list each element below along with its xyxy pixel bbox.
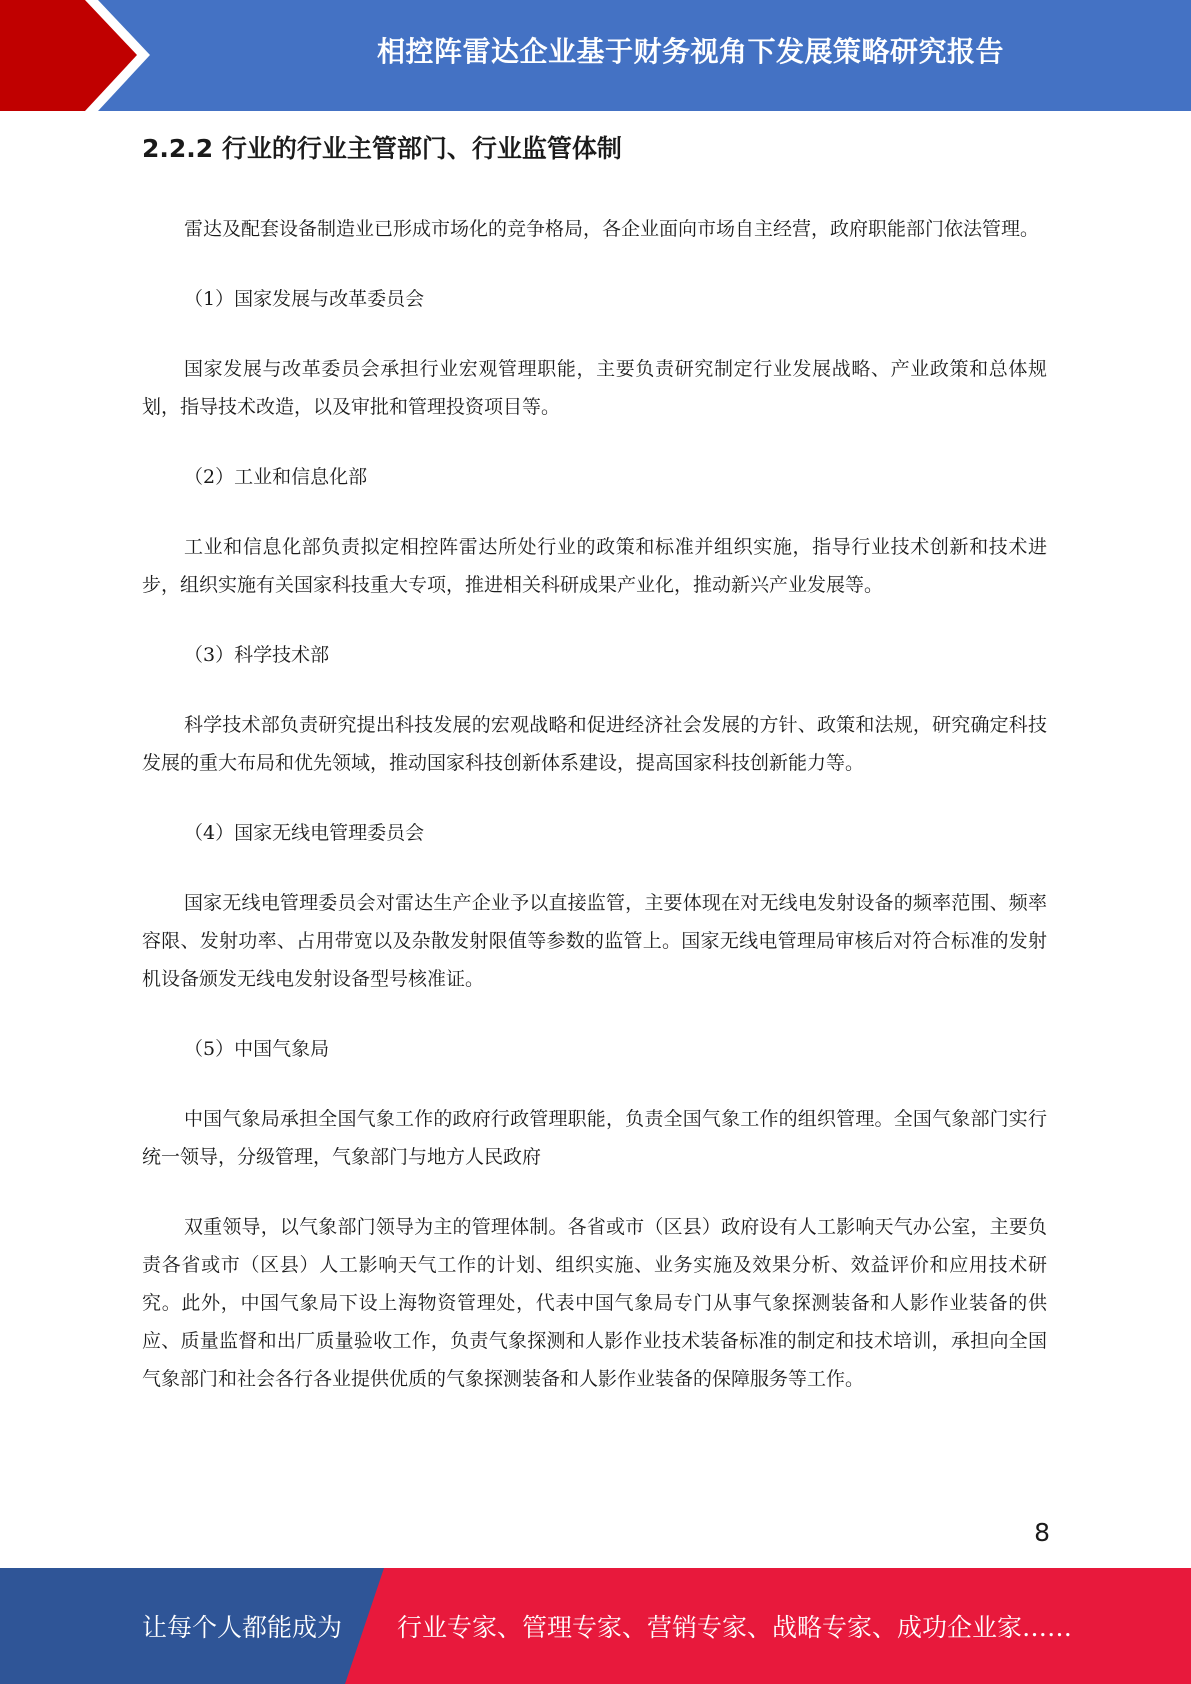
paragraph-miit: 工业和信息化部负责拟定相控阵雷达所处行业的政策和标准并组织实施，指导行业技术创新和技术进步，组织实施有关国家科技重大专项，推进相关科研成果产业化，推动新兴产业发展等。 [142, 536, 1047, 596]
paragraph-cma: 中国气象局承担全国气象工作的政府行政管理职能，负责全国气象工作的组织管理。全国气象部门实行统一领导，分级管理，气象部门与地方人民政府 [142, 1108, 1047, 1168]
page-content [142, 128, 1047, 1430]
subheading-most: （3）科学技术部 [184, 644, 330, 666]
paragraph-radio-committee: 国家无线电管理委员会对雷达生产企业予以直接监管，主要体现在对无线电发射设备的频率范围、频率容限、发射功率、占用带宽以及杂散发射限值等参数的监管上。国家无线电管理局审核后对符合标准的发射机设备颁发无线电发射设备型号核准证。 [142, 892, 1047, 990]
footer-slogan-left: 让每个人都能成为 [142, 1613, 343, 1642]
paragraph-ndrc: 国家发展与改革委员会承担行业宏观管理职能，主要负责研究制定行业发展战略、产业政策和总体规划，指导技术改造，以及审批和管理投资项目等。 [142, 358, 1047, 418]
subheading-miit: （2）工业和信息化部 [184, 466, 368, 488]
paragraph-most: 科学技术部负责研究提出科技发展的宏观战略和促进经济社会发展的方针、政策和法规，研究确定科技发展的重大布局和优先领域，推动国家科技创新体系建设，提高国家科技创新能力等。 [142, 714, 1047, 774]
subheading-ndrc: （1）国家发展与改革委员会 [184, 288, 425, 310]
paragraph-cma-continued: 双重领导，以气象部门领导为主的管理体制。各省或市（区县）政府设有人工影响天气办公室，主要负责各省或市（区县）人工影响天气工作的计划、组织实施、业务实施及效果分析、效益评价和应用技术研究。此外，中国气象局下设上海物资管理处，代表中国气象局专门从事气象探测装备和人影作业装备的供应、质量监督和出厂质量验收工作，负责气象探测和人影作业技术装备标准的制定和技术培训，承担向全国气象部门和社会各行各业提供优质的气象探测装备和人影作业装备的保障服务等工作。 [142, 1216, 1047, 1390]
subheading-cma: （5）中国气象局 [184, 1038, 330, 1060]
footer-slogan-right: 行业专家、管理专家、营销专家、战略专家、成功企业家…… [397, 1613, 1073, 1642]
report-title: 相控阵雷达企业基于财务视角下发展策略研究报告 [376, 35, 1004, 68]
page-header [0, 0, 1191, 111]
intro-paragraph: 雷达及配套设备制造业已形成市场化的竞争格局，各企业面向市场自主经营，政府职能部门依法管理。 [184, 218, 1040, 240]
page-number: 8 [1034, 1518, 1050, 1547]
section-heading: 2.2.2 行业的行业主管部门、行业监管体制 [142, 134, 622, 163]
subheading-radio-committee: （4）国家无线电管理委员会 [184, 822, 425, 844]
page-footer [0, 1568, 1191, 1684]
